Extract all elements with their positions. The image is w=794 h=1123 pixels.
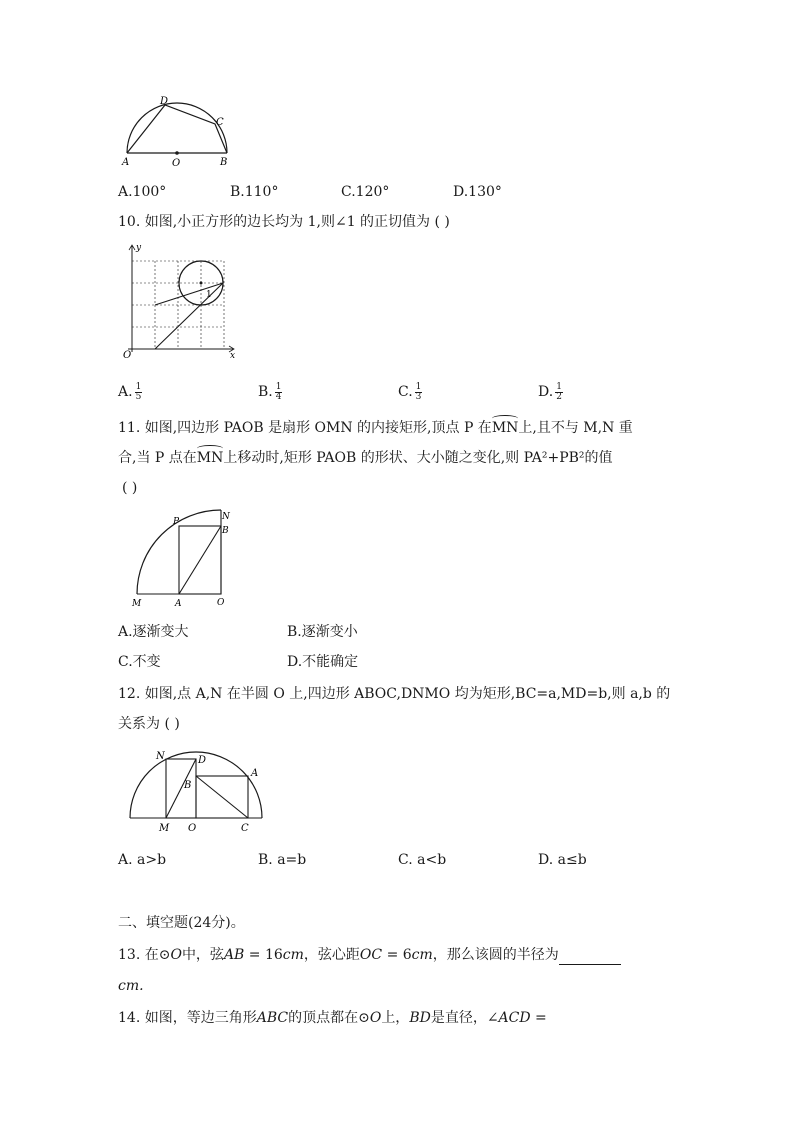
q9-label-b: B [220, 157, 228, 168]
q11-line1-b: 上,且不与 M,N 重 [518, 420, 633, 436]
q10-option-a-fraction [135, 383, 143, 402]
q11-line2-b: 上移动时,矩形 PAOB 的形状、大小随之变化,则 PA²+PB²的值 [223, 450, 613, 466]
q10-center-dot [200, 282, 203, 285]
q10-option-c-fraction [415, 383, 423, 402]
q14-angle-acd: ∠ACD [486, 1010, 531, 1026]
q12-label-o: O [188, 823, 197, 834]
q13-part1: 13. 在 [118, 947, 159, 963]
q13-oc: OC [359, 947, 383, 963]
q11-label-b: B [222, 526, 229, 536]
q11-line1-a: 11. 如图,四边形 PAOB 是扇形 OMN 的内接矩形,顶点 P 在 [118, 420, 492, 436]
q14-line1 [118, 1008, 547, 1028]
q13-ab: AB [223, 947, 245, 963]
q11-label-a: A [175, 599, 182, 609]
q14-bd: BD [409, 1010, 431, 1026]
q14-part2: 的顶点都在 [288, 1010, 359, 1026]
q11-line2 [118, 448, 613, 468]
q9-label-a: A [122, 157, 130, 168]
q10-label-y: y [136, 243, 142, 253]
q9-option-b: B.110° [230, 184, 279, 200]
q11-label-m: M [132, 599, 142, 609]
q10-grid [132, 261, 224, 349]
q10-option-b-prefix: B. [258, 384, 273, 400]
q9-chords [127, 105, 227, 153]
q11-label-o: O [217, 598, 225, 608]
q10-line-steep [155, 283, 223, 349]
q12-option-c: C. a<b [398, 852, 447, 868]
q10-label-angle: 1 [206, 290, 212, 300]
q11-line1 [118, 418, 633, 438]
q11-diagonal-ab [179, 526, 221, 594]
q10-option-b-fraction [275, 383, 283, 402]
q9-option-d: D.130° [453, 184, 502, 200]
q14-part5: = [530, 1010, 547, 1026]
q11-label-p: P [173, 517, 180, 527]
q10-option-a-den: 5 [135, 391, 142, 402]
q13-part3: = 16 [244, 947, 283, 963]
q14-part1: 14. 如图，等边三角形 [118, 1010, 257, 1026]
q9-center-dot [175, 151, 179, 155]
q13-part2: 中，弦 [181, 947, 224, 963]
q10-option-d-den: 2 [556, 391, 562, 402]
q12-label-c: C [241, 823, 249, 834]
q12-line2: 关系为 ( ) [118, 716, 180, 732]
q10-option-c [398, 382, 422, 402]
q13-part4: ，弦心距 [303, 947, 360, 963]
q10-option-a-prefix: A. [118, 384, 133, 400]
q11-arc1: MN [491, 420, 519, 436]
q9-label-c: C [216, 117, 224, 128]
q10-label-o: O [123, 350, 132, 360]
q9-semicircle [127, 103, 227, 153]
q9-option-c: C.120° [341, 184, 390, 200]
q13-part6: ，那么该圆的半径为 [432, 947, 559, 963]
q11-option-a: A.逐渐变大 [118, 624, 189, 640]
q9-label-o: O [172, 158, 181, 169]
q14-circle-symbol: ⊙ [358, 1010, 370, 1026]
q10-option-b-den: 4 [275, 391, 282, 402]
q13-line2: cm. [118, 978, 144, 994]
q10-option-d-fraction [555, 383, 563, 402]
q10-option-d-prefix: D. [538, 384, 554, 400]
q12-segment-bc [196, 776, 248, 818]
q12-label-b: B [184, 780, 192, 791]
q11-option-c: C.不变 [118, 654, 161, 670]
q10-option-c-den: 3 [415, 391, 422, 402]
q12-segment-md [166, 759, 196, 818]
q10-option-d [538, 382, 563, 402]
q14-part4: 是直径， [430, 1010, 487, 1026]
q10-option-b [258, 382, 282, 402]
q10-option-d-num: 1 [556, 381, 562, 392]
q13-o: O [170, 947, 182, 963]
q12-option-d: D. a≤b [538, 852, 587, 868]
q14-part3: 上， [381, 1010, 410, 1026]
q11-figure [125, 508, 235, 613]
q13-cm2: cm [411, 947, 433, 963]
q10-option-c-prefix: C. [398, 384, 413, 400]
q11-answer-bracket: ( ) [122, 480, 138, 496]
section2-heading: 二、填空题(24分)。 [118, 915, 245, 931]
q10-option-a-num: 1 [135, 381, 142, 392]
q12-label-a: A [251, 768, 259, 779]
q13-answer-blank[interactable] [559, 950, 621, 965]
q11-option-b: B.逐渐变小 [287, 624, 358, 640]
q11-option-d: D.不能确定 [287, 654, 359, 670]
q10-figure [118, 240, 243, 360]
q10-question: 10. 如图,小正方形的边长均为 1,则∠1 的正切值为 ( ) [118, 214, 450, 230]
q10-option-a [118, 382, 142, 402]
q12-label-n: N [156, 751, 165, 762]
q11-arc2: MN [196, 450, 224, 466]
q9-figure [115, 95, 240, 170]
q9-label-d: D [160, 96, 169, 107]
q13-cm1: cm [282, 947, 304, 963]
q12-figure [120, 743, 280, 835]
q11-line2-a: 合,当 P 点在 [118, 450, 197, 466]
q13-line1 [118, 945, 621, 965]
q13-part5: = 6 [382, 947, 412, 963]
q12-line1: 12. 如图,点 A,N 在半圆 O 上,四边形 ABOC,DNMO 均为矩形,BC=a,MD=b,则 a,b 的 [118, 686, 671, 702]
q10-label-x: x [230, 351, 236, 360]
q12-option-b: B. a=b [258, 852, 307, 868]
q10-option-c-num: 1 [415, 381, 422, 392]
q13-circle-symbol: ⊙ [158, 947, 171, 963]
q11-label-n: N [222, 512, 230, 522]
q10-option-b-num: 1 [275, 381, 282, 392]
q9-option-a: A.100° [118, 184, 167, 200]
q14-o: O [369, 1010, 382, 1026]
q12-label-d: D [198, 755, 207, 766]
q14-abc: ABC [256, 1010, 289, 1026]
q12-label-m: M [159, 823, 170, 834]
q12-option-a: A. a>b [118, 852, 167, 868]
